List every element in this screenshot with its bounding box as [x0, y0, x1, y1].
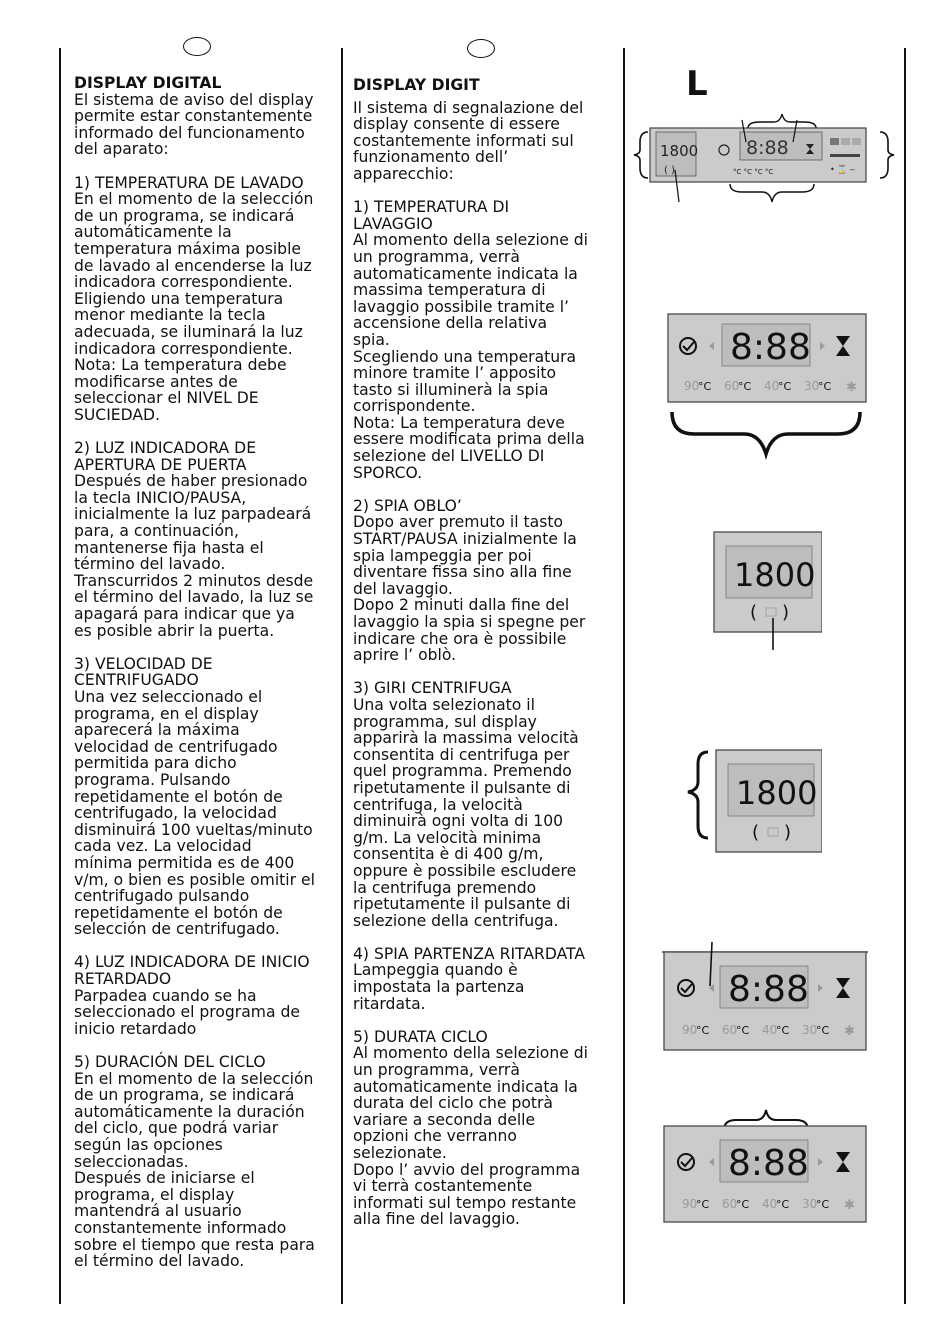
- svg-text:°C °C °C °C: °C °C °C °C: [733, 168, 774, 176]
- duration-figure-time-digits: 8:88: [728, 1143, 809, 1184]
- svg-text:): ): [784, 822, 792, 843]
- italian-section-door-light: 2) SPIA OBLO’ Dopo aver premuto il tasto START/PAUSA inizialmente la spia lampeggia per poi diventare fissa sino alla fine del lavaggio. Dopo 2 minuti dalla fine del lavaggio la spia si spegne per indicare che ora è possibile aprire l’ oblò.: [353, 496, 586, 665]
- svg-text:60: 60: [722, 1197, 738, 1211]
- spanish-language-flag: [183, 37, 211, 56]
- svg-text:60: 60: [722, 1023, 738, 1037]
- svg-text:• ⌛ ‒: • ⌛ ‒: [830, 165, 855, 174]
- spanish-section-cycle-duration: 5) DURACIÓN DEL CICLO En el momento de la selección de un programa, se indicará automáticamente la duración del ciclo, que podrá variar según las opciones seleccionadas. Después de iniciarse el programa, el display mantendrá al usuario constantemente informado sobre el tiempo que resta para el término del lavado.: [74, 1053, 315, 1271]
- temperature-display-figure: [660, 312, 890, 462]
- spanish-column: [74, 75, 339, 1270]
- svg-text:90: 90: [684, 379, 700, 393]
- spanish-intro: El sistema de aviso del display permite estar constantemente informado del funcionamento del aparato:: [74, 90, 314, 159]
- svg-text:°C: °C: [776, 1024, 790, 1037]
- svg-text:°C: °C: [698, 380, 712, 393]
- spanish-section-temperature: 1) TEMPERATURA DE LAVADO En el momento de la selección de un programa, se indicará automáticamente la temperatura máxima posible de lavado al encenderse la luz indicadora correspondiente. Eligiendo una temperatura menor mediante la tecla adecuada, se iluminará la luz indicadora correspondiente. Nota: La temperatura debe modificarse antes de seleccionar el NIVEL DE SUCIEDAD.: [74, 173, 314, 424]
- svg-text:( ): ( ): [664, 165, 675, 176]
- italian-section-temperature: 1) TEMPERATURA DI LAVAGGIO Al momento della selezione di un programma, verrà automaticamente indicata la massima temperatura di lavaggio possibile tramite l’ accensione della relativa spia. Scegliendo una temperatura minore tramite l’ apposito tasto si illuminerà la spia corrispondente. Nota: La temperatura deve essere modificata prima della selezione del LIVELLO DI SPORCO.: [353, 198, 589, 482]
- overview-spin-digits: 1800: [660, 142, 699, 160]
- italian-section-delayed-start: 4) SPIA PARTENZA RITARDATA Lampeggia quando è impostata la partenza ritardata.: [353, 944, 586, 1013]
- overview-time-digits: 8:88: [746, 137, 789, 159]
- spanish-section-spin-speed: 3) VELOCIDAD DE CENTRIFUGADO Una vez seleccionado el programa, en el display aparecerá la máxima velocidad de centrifugado permitida para dicho programa. Pulsando repetidamente el botón de centrifugado, la velocidad disminuirá 100 vueltas/minuto cada vez. La velocidad mínima permitida es de 400 v/m, o bien es posible omitir el centrifugado pulsando repetidamente el botón de selección de centrifugado.: [74, 654, 315, 939]
- svg-text:✱: ✱: [844, 1198, 855, 1213]
- svg-text:°C: °C: [816, 1198, 830, 1211]
- language-letter: L: [686, 64, 708, 104]
- svg-text:60: 60: [724, 379, 740, 393]
- svg-text:°C: °C: [818, 380, 832, 393]
- door-light-figure: [712, 530, 822, 652]
- italian-title: DISPLAY DIGIT: [353, 76, 480, 94]
- svg-text:°C: °C: [736, 1024, 750, 1037]
- italian-section-cycle-duration: 5) DURATA CICLO Al momento della selezione di un programma, verrà automaticamente indicata la durata del ciclo che potrà variare a seconda delle opzioni che verranno selezionate. Dopo l’ avvio del programma vi terrà costantemente informati sul tempo restante alla fine del lavaggio.: [353, 1027, 589, 1229]
- svg-text:°C: °C: [778, 380, 792, 393]
- svg-text:°C: °C: [696, 1198, 710, 1211]
- delay-figure-time-digits: 8:88: [728, 969, 809, 1010]
- svg-text:(: (: [750, 602, 758, 623]
- cycle-duration-figure: [660, 1108, 870, 1226]
- spin-figure-digits: 1800: [736, 774, 818, 812]
- svg-text:✱: ✱: [846, 380, 857, 395]
- italian-column: [353, 77, 621, 1228]
- svg-text:40: 40: [762, 1197, 778, 1211]
- svg-text:°C: °C: [696, 1024, 710, 1037]
- spanish-section-door-light: 2) LUZ INDICADORA DE APERTURA DE PUERTA Después de haber presionado la tecla INICIO/PAUSA, inicialmente la luz parpadeará para, a continuación, mantenerse fija hasta el término del lavado. Transcurridos 2 minutos desde el término del lavado, la luz se apagará para indicar que ya es posible abrir la puerta.: [74, 439, 314, 640]
- svg-text:°C: °C: [738, 380, 752, 393]
- svg-text:°C: °C: [816, 1024, 830, 1037]
- column-divider-left: [59, 48, 61, 1304]
- full-display-panel-figure: [630, 110, 900, 210]
- column-divider-middle: [341, 48, 343, 1304]
- italian-section-spin-speed: 3) GIRI CENTRIFUGA Una volta selezionato il programma, sul display apparirà la massima velocità consentita di centrifuga per quel programma. Premendo ripetutamente il pulsante di centrifuga, la velocità diminuirà ogni volta di 100 g/m. La velocità minima consentita è di 400 g/m, oppure è possibile escludere la centrifuga premendo ripetutamente il pulsante di selezione della centrifuga.: [353, 679, 579, 930]
- svg-text:40: 40: [764, 379, 780, 393]
- svg-text:90: 90: [682, 1023, 698, 1037]
- column-divider-far-right: [904, 48, 906, 1304]
- italian-intro: Il sistema di segnalazione del display consente di essere costantemente informati sul funzionamento dell’ apparecchio:: [353, 98, 584, 183]
- svg-text:): ): [782, 602, 790, 623]
- door-figure-spin-digits: 1800: [734, 556, 816, 594]
- svg-text:30: 30: [802, 1197, 818, 1211]
- svg-text:✱: ✱: [844, 1024, 855, 1039]
- svg-text:(: (: [752, 822, 760, 843]
- svg-text:°C: °C: [736, 1198, 750, 1211]
- svg-text:90: 90: [682, 1197, 698, 1211]
- svg-text:°C: °C: [776, 1198, 790, 1211]
- svg-text:30: 30: [804, 379, 820, 393]
- spanish-title: DISPLAY DIGITAL: [74, 74, 222, 92]
- italian-language-flag: [467, 39, 495, 58]
- spin-speed-figure: [684, 748, 822, 856]
- temperature-figure-time-digits: 8:88: [730, 327, 811, 368]
- svg-text:30: 30: [802, 1023, 818, 1037]
- column-divider-right: [623, 48, 625, 1304]
- delayed-start-figure: [660, 940, 870, 1056]
- spanish-section-delayed-start: 4) LUZ INDICADORA DE INICIO RETARDADO Parpadea cuando se ha seleccionado el programa de inicio retardado: [74, 953, 310, 1038]
- svg-text:40: 40: [762, 1023, 778, 1037]
